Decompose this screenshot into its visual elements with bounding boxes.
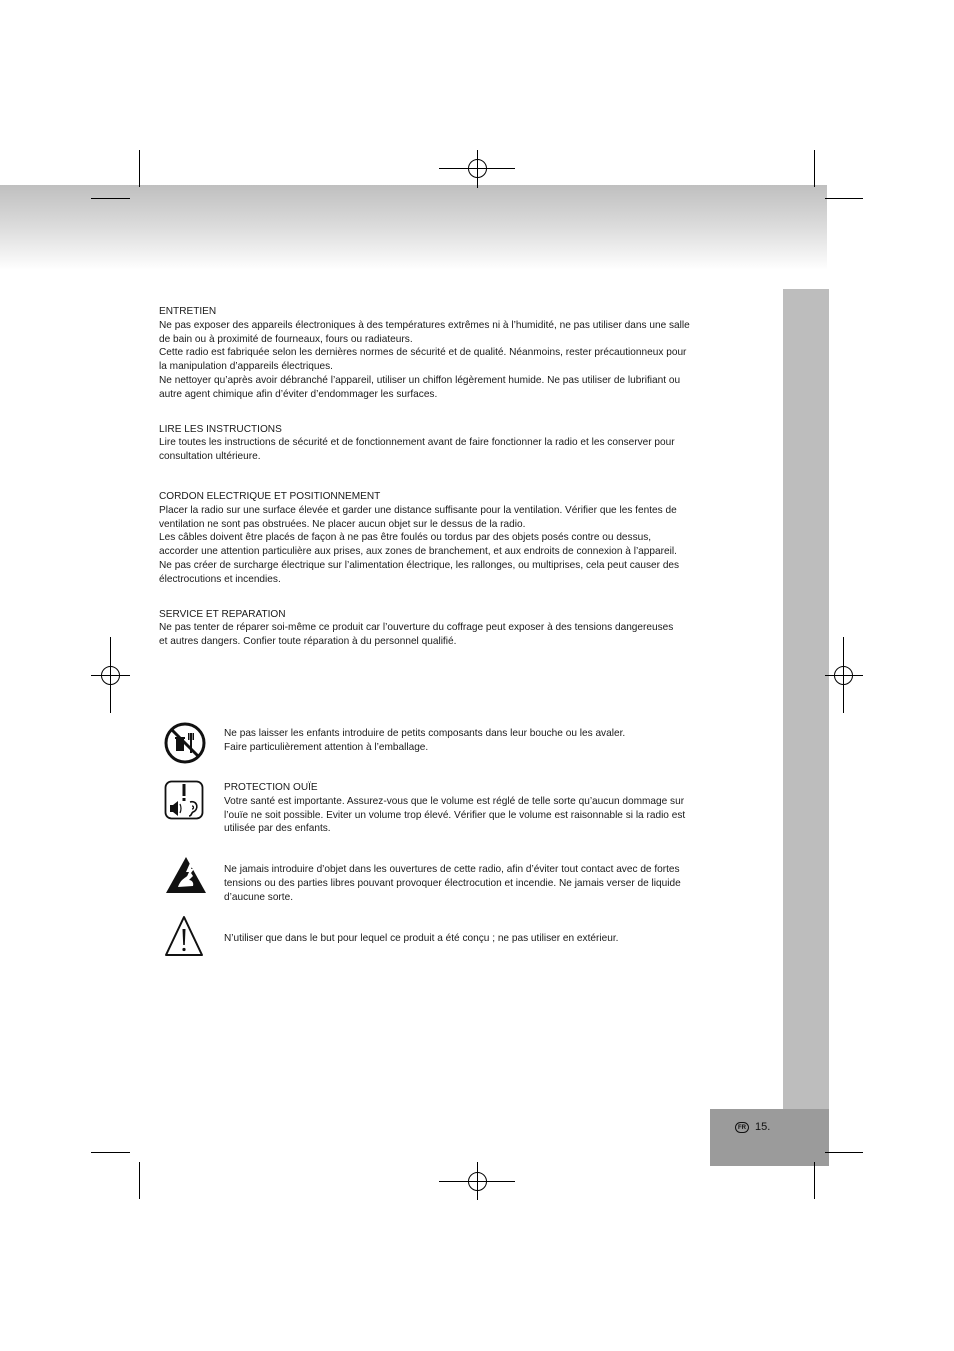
section-line: Cette radio est fabriquée selon les dernières normes de sécurité et de qualité. Néanmoins, rester précautionneux pour — [159, 347, 687, 359]
warning-line: utilisée par des enfants. — [224, 823, 331, 835]
warning-electric-shock — [159, 855, 759, 905]
warning-hearing — [159, 780, 759, 840]
page-number-text: 15. — [755, 1121, 771, 1133]
section-line: Placer la radio sur une surface élevée et garder une distance suffisante pour la ventilation. Vérifier que les fentes de — [159, 504, 677, 516]
section-heading: CORDON ELECTRIQUE ET POSITIONNEMENT — [159, 490, 381, 502]
section-line: autre agent chimique afin d’éviter d’endommager les surfaces. — [159, 388, 438, 400]
section-line: de bain ou à proximité de fourneaux, fours ou radiateurs. — [159, 333, 413, 345]
section-lire-instructions — [159, 423, 754, 464]
section-line: Ne pas créer de surcharge électrique sur l’alimentation électrique, les rallonges, ou multiprises, cela peut causer des — [159, 559, 680, 571]
section-line: Les câbles doivent être placés de façon à ne pas être foulés ou tordus par des objets posés contre ou dessus, — [159, 532, 652, 544]
electric-shock-warning-icon — [164, 855, 208, 895]
section-line: Ne nettoyer qu’après avoir débranché l’appareil, utiliser un chiffon légèrement humide. Ne pas utiliser de lubrifiant ou — [159, 374, 681, 386]
language-badge: FR — [735, 1122, 749, 1133]
section-line: et autres dangers. Confier toute réparation à du personnel qualifié. — [159, 636, 457, 648]
warning-line: Votre santé est importante. Assurez-vous que le volume est réglé de telle sorte qu’aucun dommage sur — [224, 795, 685, 807]
section-heading: SERVICE ET REPARATION — [159, 608, 286, 620]
warning-line: Ne jamais introduire d’objet dans les ouvertures de cette radio, afin d’éviter tout contact avec de fortes — [224, 864, 680, 875]
safety-instructions — [159, 305, 754, 649]
section-line: électrocutions et incendies. — [159, 573, 281, 585]
section-line: Lire toutes les instructions de sécurité et de fonctionnement avant de faire fonctionner la radio et les conserver pour — [159, 437, 675, 449]
section-line: accorder une attention particulière aux prises, aux zones de branchement, et aux endroits de connexion à l’appareil. — [159, 546, 677, 558]
warning-heading: PROTECTION OUÏE — [224, 782, 318, 793]
section-line: la manipulation d’appareils électriques. — [159, 361, 333, 373]
section-line: Ne pas exposer des appareils électroniques à des températures extrêmes ni à l’humidité, ne pas utiliser dans une salle — [159, 319, 690, 331]
section-heading: LIRE LES INSTRUCTIONS — [159, 423, 282, 435]
warning-line: l’ouïe ne soit possible. Eviter un volume trop élevé. Vérifier que le volume est raisonnable si la radio est — [224, 809, 686, 821]
section-cordon-electrique — [159, 490, 754, 587]
section-entretien — [159, 305, 754, 402]
hearing-protection-icon — [164, 780, 204, 820]
warning-line: Ne pas laisser les enfants introduire de petits composants dans leur bouche ou les avaler. — [224, 728, 626, 739]
warning-line: Faire particulièrement attention à l’emballage. — [224, 741, 429, 753]
warning-small-parts — [159, 722, 759, 768]
section-service-reparation — [159, 608, 754, 649]
section-line: ventilation ne sont pas obstruées. Ne placer aucun objet sur le dessus de la radio. — [159, 518, 526, 530]
section-line: Ne pas tenter de réparer soi-même ce produit car l’ouverture du coffrage peut exposer à des tensions dangereuses — [159, 622, 674, 634]
section-line: consultation ultérieure. — [159, 451, 261, 463]
warning-line: tensions ou des parties libres pouvant provoquer électrocution et incendie. Ne jamais verser de liquide — [224, 877, 681, 889]
caution-triangle-icon — [164, 915, 204, 957]
no-eating-small-parts-icon — [164, 722, 206, 764]
warning-line: N’utiliser que dans le but pour lequel ce produit a été conçu ; ne pas utiliser en extérieur. — [224, 933, 619, 944]
warning-line: d’aucune sorte. — [224, 891, 294, 903]
section-heading: ENTRETIEN — [159, 306, 217, 317]
warning-caution — [159, 915, 759, 960]
